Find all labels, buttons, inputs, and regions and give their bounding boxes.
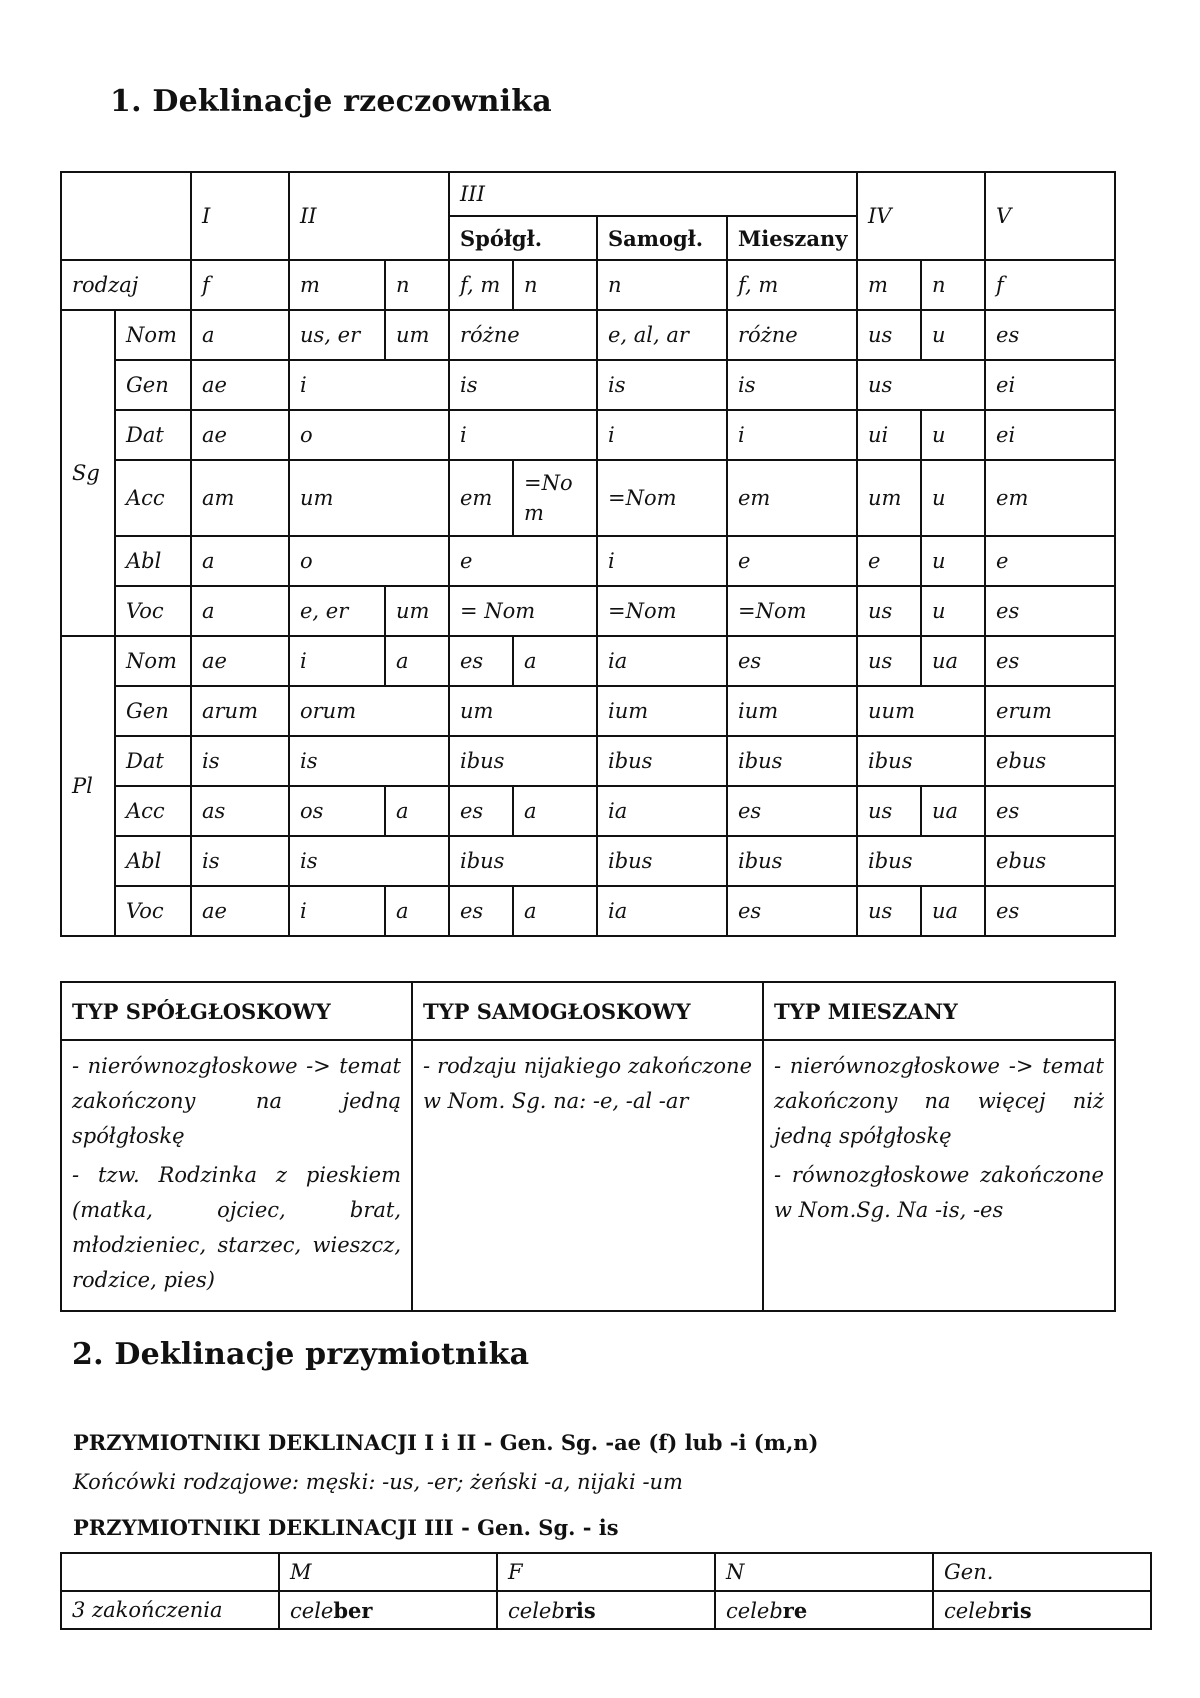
col-III: III bbox=[449, 172, 857, 216]
cell: ae bbox=[191, 410, 289, 460]
cell: e bbox=[985, 536, 1115, 586]
cell: em bbox=[449, 460, 513, 536]
cell: e, al, ar bbox=[597, 310, 727, 360]
cell: ua bbox=[921, 786, 985, 836]
cell: ia bbox=[597, 886, 727, 936]
cell: i bbox=[597, 536, 727, 586]
cell: i bbox=[727, 410, 857, 460]
desc-paragraph: - rodzaju nijakiego zakończone w Nom. Sg. na: -e, -al -ar bbox=[423, 1054, 752, 1113]
col-IV: IV bbox=[857, 172, 985, 260]
cell: um bbox=[385, 310, 449, 360]
pl-gen-row bbox=[61, 686, 1115, 736]
cell: n bbox=[921, 260, 985, 310]
desc-paragraph: - tzw. Rodzinka z pieskiem (matka, ojciec, brat, młodzieniec, starzec, wieszcz, rodzice, pies) bbox=[72, 1163, 401, 1292]
cell: um bbox=[857, 460, 921, 536]
cell: a bbox=[513, 636, 597, 686]
adj-decl-3-heading: PRZYMIOTNIKI DEKLINACJI III - Gen. Sg. - is bbox=[73, 1515, 619, 1540]
ending: ris bbox=[1000, 1597, 1032, 1623]
cell: ium bbox=[597, 686, 727, 736]
cell: f, m bbox=[727, 260, 857, 310]
stem: celeb bbox=[726, 1598, 783, 1623]
cell: i bbox=[289, 636, 385, 686]
case-label: Dat bbox=[115, 410, 191, 460]
cell: a bbox=[513, 886, 597, 936]
type-consonant-header: TYP SPÓŁGŁOSKOWY bbox=[61, 982, 412, 1040]
cell: a bbox=[385, 636, 449, 686]
cell: es bbox=[727, 886, 857, 936]
col-I: I bbox=[191, 172, 289, 260]
cell: a bbox=[385, 786, 449, 836]
cell: es bbox=[985, 310, 1115, 360]
ending: re bbox=[782, 1597, 808, 1623]
cell: m bbox=[289, 260, 385, 310]
declension-types-table bbox=[60, 981, 1116, 1312]
case-label: Voc bbox=[115, 886, 191, 936]
cell: m bbox=[857, 260, 921, 310]
cell: u bbox=[921, 460, 985, 536]
case-label: Dat bbox=[115, 736, 191, 786]
cell: ia bbox=[597, 786, 727, 836]
cell: ibus bbox=[857, 736, 985, 786]
cell: różne bbox=[449, 310, 597, 360]
case-label: Acc bbox=[115, 460, 191, 536]
case-label: Voc bbox=[115, 586, 191, 636]
case-label: Acc bbox=[115, 786, 191, 836]
cell: i bbox=[449, 410, 597, 460]
cell: is bbox=[597, 360, 727, 410]
ending: ber bbox=[333, 1597, 373, 1623]
cell: n bbox=[513, 260, 597, 310]
cell: ibus bbox=[449, 736, 597, 786]
cell: n bbox=[385, 260, 449, 310]
cell: is bbox=[289, 836, 449, 886]
cell: ua bbox=[921, 886, 985, 936]
cell: a bbox=[513, 786, 597, 836]
cell: us, er bbox=[289, 310, 385, 360]
desc-paragraph: - nierównozgłoskowe -> temat zakończony na jedną spółgłoskę bbox=[72, 1054, 401, 1148]
sg-dat-row bbox=[61, 410, 1115, 460]
adj-row-label: 3 zakończenia bbox=[61, 1591, 279, 1629]
cell: ibus bbox=[857, 836, 985, 886]
adj-cell bbox=[933, 1591, 1151, 1629]
cell: uum bbox=[857, 686, 985, 736]
corner-cell bbox=[61, 172, 191, 260]
pl-acc-row bbox=[61, 786, 1115, 836]
sg-gen-row bbox=[61, 360, 1115, 410]
rodzaj-row bbox=[61, 260, 1115, 310]
adj-header-cell: F bbox=[497, 1553, 715, 1591]
cell: is bbox=[191, 836, 289, 886]
cell: em bbox=[727, 460, 857, 536]
sg-abl-row bbox=[61, 536, 1115, 586]
cell: ae bbox=[191, 636, 289, 686]
sg-label: Sg bbox=[61, 310, 115, 636]
cell: ebus bbox=[985, 836, 1115, 886]
type-mixed-header: TYP MIESZANY bbox=[763, 982, 1115, 1040]
cell: us bbox=[857, 586, 921, 636]
col-III-spolgl: Spółgł. bbox=[449, 216, 597, 260]
cell: u bbox=[921, 586, 985, 636]
cell: ium bbox=[727, 686, 857, 736]
adjective-table bbox=[60, 1552, 1152, 1630]
cell: f bbox=[985, 260, 1115, 310]
cell: es bbox=[985, 636, 1115, 686]
type-consonant-desc bbox=[61, 1040, 412, 1311]
case-label: Nom bbox=[115, 310, 191, 360]
pl-voc-row bbox=[61, 886, 1115, 936]
cell: =Nom bbox=[597, 460, 727, 536]
case-label: Abl bbox=[115, 836, 191, 886]
cell: a bbox=[191, 310, 289, 360]
cell: ibus bbox=[727, 736, 857, 786]
adj-cell bbox=[715, 1591, 933, 1629]
case-label: Nom bbox=[115, 636, 191, 686]
types-header-row bbox=[61, 982, 1115, 1040]
header-row bbox=[61, 172, 1115, 216]
cell: erum bbox=[985, 686, 1115, 736]
cell: =Nom bbox=[727, 586, 857, 636]
type-vowel-desc bbox=[412, 1040, 763, 1311]
cell: ibus bbox=[727, 836, 857, 886]
cell: us bbox=[857, 310, 921, 360]
adj-header-cell: Gen. bbox=[933, 1553, 1151, 1591]
cell: um bbox=[289, 460, 449, 536]
cell: es bbox=[449, 636, 513, 686]
cell: u bbox=[921, 536, 985, 586]
cell: es bbox=[449, 886, 513, 936]
pl-abl-row bbox=[61, 836, 1115, 886]
section-1-title: 1. Deklinacje rzeczownika bbox=[110, 84, 552, 119]
cell: es bbox=[985, 886, 1115, 936]
cell: różne bbox=[727, 310, 857, 360]
cell: us bbox=[857, 786, 921, 836]
cell: n bbox=[597, 260, 727, 310]
cell: ua bbox=[921, 636, 985, 686]
stem: cele bbox=[290, 1598, 334, 1623]
col-III-mieszany: Mieszany bbox=[727, 216, 857, 260]
cell: ia bbox=[597, 636, 727, 686]
sg-voc-row bbox=[61, 586, 1115, 636]
cell: e bbox=[857, 536, 921, 586]
cell: e, er bbox=[289, 586, 385, 636]
case-label: Abl bbox=[115, 536, 191, 586]
cell: ei bbox=[985, 360, 1115, 410]
gender-endings-note: Końcówki rodzajowe: męski: -us, -er; żeński -a, nijaki -um bbox=[73, 1470, 683, 1494]
pl-label: Pl bbox=[61, 636, 115, 936]
cell: am bbox=[191, 460, 289, 536]
adj-row bbox=[61, 1591, 1151, 1629]
cell: um bbox=[449, 686, 597, 736]
cell: orum bbox=[289, 686, 449, 736]
cell: a bbox=[191, 536, 289, 586]
cell: us bbox=[857, 636, 921, 686]
cell: ibus bbox=[449, 836, 597, 886]
type-vowel-header: TYP SAMOGŁOSKOWY bbox=[412, 982, 763, 1040]
cell: arum bbox=[191, 686, 289, 736]
cell: ebus bbox=[985, 736, 1115, 786]
cell: ae bbox=[191, 360, 289, 410]
pl-dat-row bbox=[61, 736, 1115, 786]
cell: =Nom bbox=[513, 460, 597, 536]
stem: celeb bbox=[944, 1598, 1001, 1623]
cell: ui bbox=[857, 410, 921, 460]
cell: ibus bbox=[597, 836, 727, 886]
cell: es bbox=[985, 586, 1115, 636]
cell: es bbox=[727, 636, 857, 686]
adj-header-row bbox=[61, 1553, 1151, 1591]
adj-cell bbox=[497, 1591, 715, 1629]
cell: i bbox=[289, 360, 449, 410]
cell: ae bbox=[191, 886, 289, 936]
ending: ris bbox=[564, 1597, 596, 1623]
case-label: Gen bbox=[115, 360, 191, 410]
rodzaj-label: rodzaj bbox=[61, 260, 191, 310]
cell: us bbox=[857, 360, 985, 410]
cell: u bbox=[921, 410, 985, 460]
cell: o bbox=[289, 536, 449, 586]
adj-header-cell: M bbox=[279, 1553, 497, 1591]
cell: ibus bbox=[597, 736, 727, 786]
cell: es bbox=[985, 786, 1115, 836]
cell: us bbox=[857, 886, 921, 936]
cell: =Nom bbox=[597, 586, 727, 636]
cell: is bbox=[727, 360, 857, 410]
cell: es bbox=[727, 786, 857, 836]
adj-cell bbox=[279, 1591, 497, 1629]
adj-header-cell bbox=[61, 1553, 279, 1591]
col-II: II bbox=[289, 172, 449, 260]
col-V: V bbox=[985, 172, 1115, 260]
case-label: Gen bbox=[115, 686, 191, 736]
cell: es bbox=[449, 786, 513, 836]
cell: e bbox=[727, 536, 857, 586]
cell: f bbox=[191, 260, 289, 310]
pl-nom-row bbox=[61, 636, 1115, 686]
cell: um bbox=[385, 586, 449, 636]
type-mixed-desc bbox=[763, 1040, 1115, 1311]
stem: celeb bbox=[508, 1598, 565, 1623]
desc-paragraph: - nierównozgłoskowe -> temat zakończony na więcej niż jedną spółgłoskę bbox=[774, 1054, 1104, 1148]
cell: o bbox=[289, 410, 449, 460]
cell: e bbox=[449, 536, 597, 586]
adj-decl-1-2-heading: PRZYMIOTNIKI DEKLINACJI I i II - Gen. Sg. -ae (f) lub -i (m,n) bbox=[73, 1430, 819, 1455]
section-2-title: 2. Deklinacje przymiotnika bbox=[72, 1337, 530, 1372]
desc-paragraph: - równozgłoskowe zakończone w Nom.Sg. Na -is, -es bbox=[774, 1163, 1104, 1222]
cell: a bbox=[191, 586, 289, 636]
sg-nom-row bbox=[61, 310, 1115, 360]
cell: = Nom bbox=[449, 586, 597, 636]
cell: is bbox=[191, 736, 289, 786]
cell: os bbox=[289, 786, 385, 836]
cell: i bbox=[289, 886, 385, 936]
cell: f, m bbox=[449, 260, 513, 310]
noun-declension-table bbox=[60, 171, 1116, 937]
adj-header-cell: N bbox=[715, 1553, 933, 1591]
col-III-samogl: Samogł. bbox=[597, 216, 727, 260]
cell: a bbox=[385, 886, 449, 936]
cell: em bbox=[985, 460, 1115, 536]
cell: u bbox=[921, 310, 985, 360]
cell: ei bbox=[985, 410, 1115, 460]
cell: is bbox=[289, 736, 449, 786]
cell: i bbox=[597, 410, 727, 460]
cell: is bbox=[449, 360, 597, 410]
cell: as bbox=[191, 786, 289, 836]
types-desc-row bbox=[61, 1040, 1115, 1311]
sg-acc-row bbox=[61, 460, 1115, 536]
